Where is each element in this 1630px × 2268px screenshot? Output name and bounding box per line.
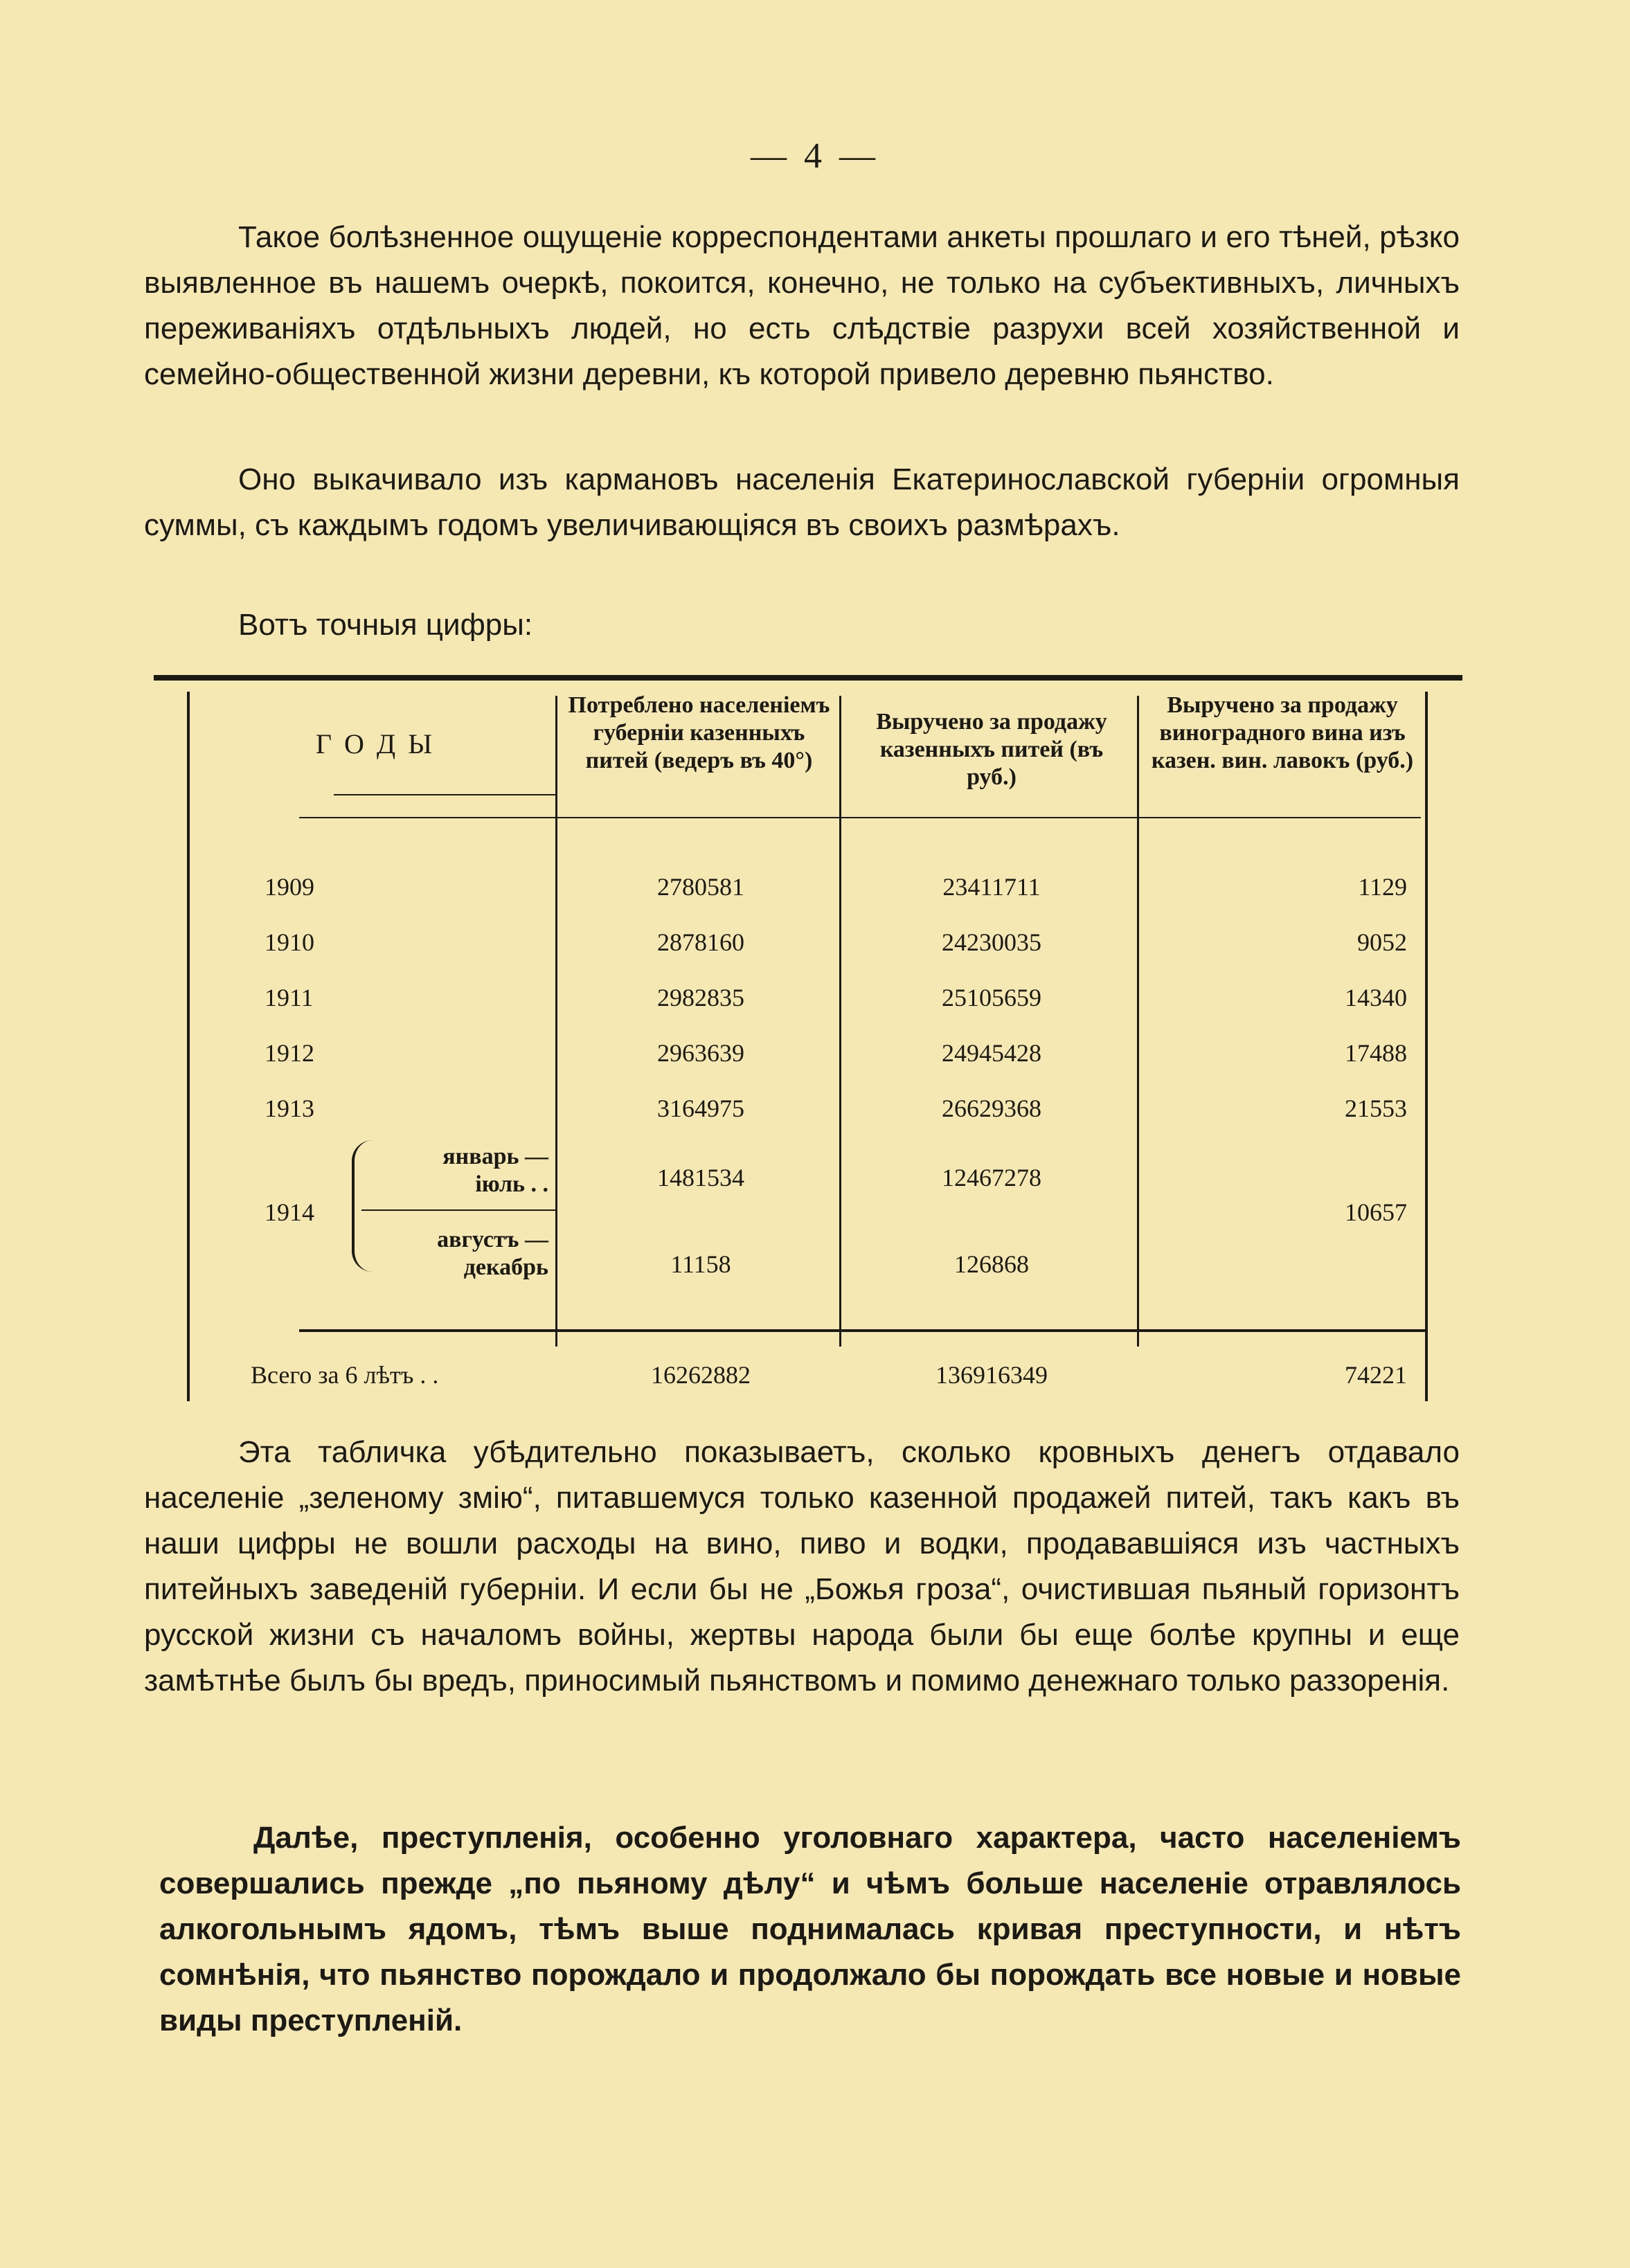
- row-1913-wine: 21553: [1345, 1095, 1407, 1122]
- row-1914-aug-revenue: 126868: [954, 1250, 1029, 1278]
- paragraph-5: Далѣе, преступленія, особенно уголовнаго характера, часто населеніемъ совершались прежде „по пьяному дѣлу“ и чѣмъ больше населеніе отравлялось алкогольнымъ ядомъ, тѣмъ выше поднималась кривая преступности, и нѣтъ сомнѣнія, что пьянство порождало и продолжало бы порождать все новые и новые виды преступленій.: [159, 1821, 1461, 2037]
- header-left-rule: [334, 794, 555, 795]
- row-1913-revenue: 26629368: [942, 1095, 1041, 1122]
- total-rule: [299, 1329, 1425, 1332]
- column-divider-2: [839, 696, 841, 1347]
- paragraph-4: Эта табличка убѣдительно показываетъ, сколько кровныхъ денегъ отдавало населеніе „зеленому змію“, питавшемуся только казенной продажей питей, такъ какъ въ наши цифры не вошли расходы на вино, пиво и водки, продававшіяся изъ частныхъ питейныхъ заведеній губерніи. И если бы не „Божья гроза“, очистившая пьяный горизонтъ русской жизни съ началомъ войны, жертвы народа были бы еще болѣе крупны и еще замѣтнѣе былъ бы вредъ, приносимый пьянствомъ и помимо денежнаго только раззоренія.: [144, 1435, 1460, 1698]
- table-top-rule: [154, 675, 1462, 681]
- total-consumed: 16262882: [651, 1361, 751, 1389]
- row-1910-consumed: 2878160: [657, 928, 744, 956]
- row-1914-aug-consumed: 11158: [670, 1250, 731, 1278]
- column-divider-1: [555, 696, 557, 1347]
- row-1914-wine: 10657: [1345, 1198, 1407, 1226]
- row-1914-jan-consumed: 1481534: [657, 1164, 744, 1191]
- row-1910-revenue: 24230035: [942, 928, 1041, 956]
- row-1914-brace: [352, 1140, 375, 1272]
- row-1914-jan-label-2: іюль . .: [475, 1171, 548, 1197]
- row-1910-year: 1910: [265, 928, 314, 956]
- row-1914-jan-label-1: январь —: [442, 1144, 548, 1169]
- paragraph-1: Такое болѣзненное ощущеніе корреспондентами анкеты прошлаго и его тѣней, рѣзко выявленное въ нашемъ очеркѣ, покоится, конечно, не только на субъективныхъ, личныхъ переживаніяхъ отдѣльныхъ людей, но есть слѣдствіе разрухи всей хозяйственной и семейно-общественной жизни деревни, къ которой привело деревню пьянство.: [144, 220, 1460, 391]
- row-1914-aug-label-2: декабрь: [463, 1254, 548, 1280]
- row-1913-year: 1913: [265, 1095, 314, 1122]
- row-1912-revenue: 24945428: [942, 1039, 1041, 1067]
- header-revenue-spirits: Выручено за продажу казенныхъ питей (въ руб.): [876, 709, 1107, 790]
- header-consumed: Потреблено населеніемъ губерніи казенныхъ питей (ведеръ въ 40°): [568, 692, 830, 773]
- row-1909-wine: 1129: [1358, 873, 1407, 901]
- column-divider-3: [1137, 696, 1139, 1347]
- row-1909-revenue: 23411711: [942, 873, 1041, 901]
- statistics-table: [154, 675, 1462, 1423]
- row-1911-wine: 14340: [1345, 984, 1407, 1011]
- row-1913-consumed: 3164975: [657, 1095, 744, 1122]
- header-revenue-wine: Выручено за продажу виноградного вина изъ казен. вин. лавокъ (руб.): [1151, 692, 1414, 773]
- page-number: — 4 —: [751, 136, 879, 176]
- total-label: Всего за 6 лѣтъ . .: [251, 1361, 439, 1389]
- row-1909-consumed: 2780581: [657, 873, 744, 901]
- header-years: Г О Д Ы: [315, 728, 436, 759]
- row-1909-year: 1909: [265, 873, 314, 901]
- table-left-border: [187, 692, 190, 1401]
- row-1912-year: 1912: [265, 1039, 314, 1067]
- header-bottom-rule: [299, 817, 1421, 818]
- paragraph-2: Оно выкачивало изъ кармановъ населенія Екатеринославской губерніи огромныя суммы, съ каждымъ годомъ увеличивающіяся въ своихъ размѣрахъ.: [144, 462, 1460, 542]
- row-1914-split-rule: [361, 1209, 555, 1211]
- row-1914-year: 1914: [265, 1198, 314, 1226]
- row-1914-jan-revenue: 12467278: [942, 1164, 1041, 1191]
- total-wine: 74221: [1345, 1361, 1407, 1389]
- row-1911-consumed: 2982835: [657, 984, 744, 1011]
- paragraph-3: Вотъ точныя цифры:: [238, 608, 533, 642]
- row-1911-revenue: 25105659: [942, 984, 1041, 1011]
- row-1911-year: 1911: [265, 984, 314, 1011]
- table-right-border: [1425, 692, 1428, 1401]
- row-1912-consumed: 2963639: [657, 1039, 744, 1067]
- row-1914-aug-label-1: августъ —: [437, 1227, 548, 1252]
- row-1912-wine: 17488: [1345, 1039, 1407, 1067]
- total-revenue: 136916349: [935, 1361, 1048, 1389]
- row-1910-wine: 9052: [1357, 928, 1407, 956]
